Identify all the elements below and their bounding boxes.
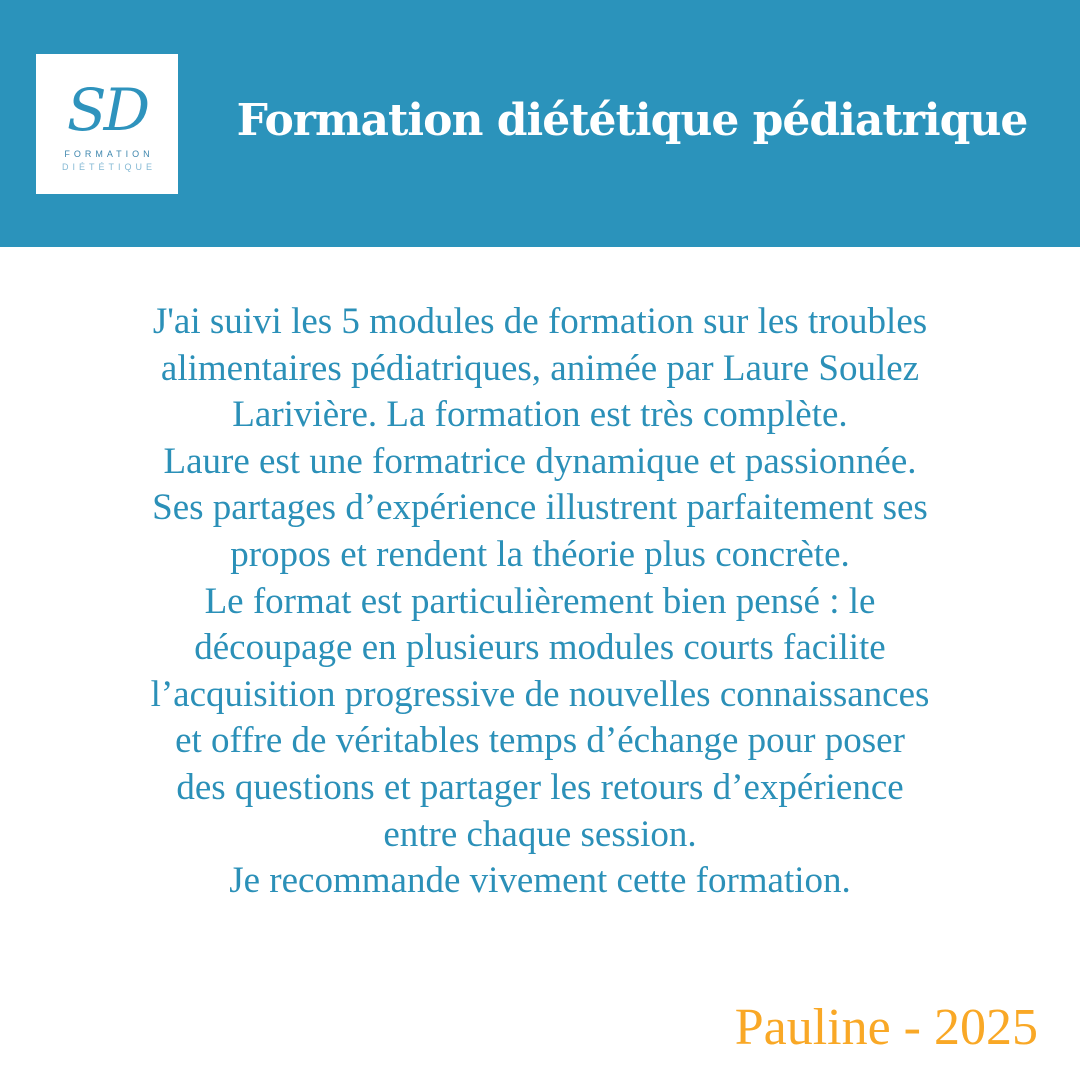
testimonial-line: Laure est une formatrice dynamique et passionnée. (163, 440, 917, 482)
header-banner (0, 0, 1080, 247)
testimonial-line: des questions et partager les retours d’expérience (176, 766, 904, 808)
testimonial-line: et offre de véritables temps d’échange pour poser (175, 720, 905, 762)
testimonial-line: découpage en plusieurs modules courts facilite (194, 627, 886, 669)
testimonial-line: Je recommande vivement cette formation. (229, 860, 851, 902)
logo (36, 54, 178, 194)
logo-monogram: SD (66, 76, 148, 144)
testimonial-line: Le format est particulièrement bien pensé : le (204, 580, 876, 622)
testimonial-line: Ses partages d’expérience illustrent parfaitement ses (152, 487, 928, 529)
testimonial-line: entre chaque session. (383, 813, 697, 855)
testimonial-line: J'ai suivi les 5 modules de formation sur les troubles (152, 301, 928, 342)
logo-text-dietetique: DIÉTÉTIQUE (61, 162, 156, 172)
testimonial-line: alimentaires pédiatriques, animée par Laure Soulez (160, 347, 920, 389)
logo-text-formation: FORMATION (64, 149, 154, 159)
page-title: Formation diététique pédiatrique (236, 95, 1028, 146)
testimonial-line: Larivière. La formation est très complète. (232, 394, 848, 436)
testimonial-text (0, 299, 1080, 905)
testimonial-line: l’acquisition progressive de nouvelles connaissances (150, 673, 930, 715)
testimonial-line: propos et rendent la théorie plus concrète. (230, 533, 850, 575)
signature: Pauline - 2025 (734, 999, 1038, 1056)
